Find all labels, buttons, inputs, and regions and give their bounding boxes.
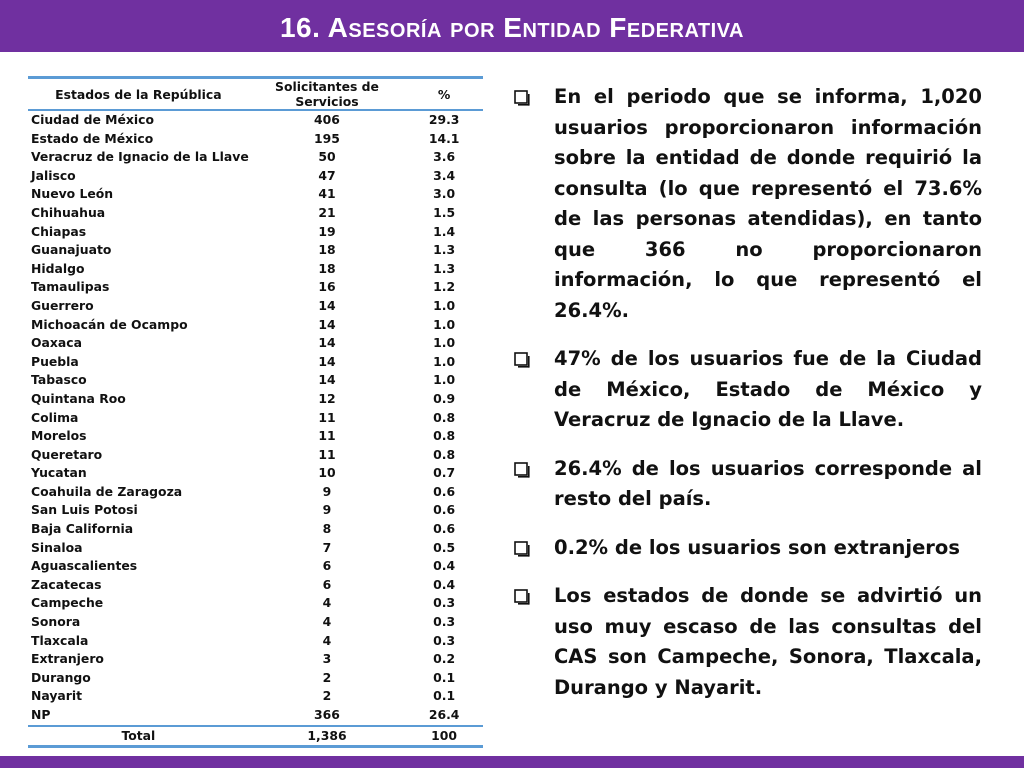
table-row [28, 371, 483, 390]
state-cell: Queretaro [31, 446, 103, 462]
state-cell: Hidalgo [31, 260, 85, 276]
table-row [28, 427, 483, 446]
bullet-item [512, 82, 982, 326]
state-cell: Quintana Roo [31, 390, 126, 406]
table-row [28, 409, 483, 428]
state-cell: Extranjero [31, 651, 104, 667]
percent-cell: 0.6 [433, 521, 456, 537]
table-row [28, 594, 483, 613]
percent-cell: 1.0 [433, 316, 456, 332]
bullet-item [512, 581, 982, 703]
percent-cell: 3.0 [433, 186, 456, 202]
table-row [28, 613, 483, 632]
state-cell: Chihuahua [31, 204, 106, 220]
count-cell: 9 [322, 502, 332, 518]
percent-cell: 0.1 [433, 688, 456, 704]
state-cell: Estado de México [31, 130, 154, 146]
table-row [28, 185, 483, 204]
checkbox-icon [514, 541, 530, 557]
state-cell: Tamaulipas [31, 279, 110, 295]
state-cell: Ciudad de México [31, 112, 154, 127]
state-cell: Veracruz de Ignacio de la Llave [31, 149, 249, 165]
bullet-text: 47% de los usuarios fue de la Ciudad de México, Estado de México y Veracruz de Ignacio de la Llave. [554, 347, 982, 431]
table-row [28, 130, 483, 149]
state-cell: Colima [31, 409, 79, 425]
percent-cell: 1.3 [433, 260, 456, 276]
percent-cell: 0.7 [433, 465, 456, 481]
state-cell: San Luis Potosi [31, 502, 138, 518]
table-row [28, 260, 483, 279]
percent-cell: 0.8 [433, 446, 456, 462]
percent-cell: 14.1 [428, 130, 460, 146]
percent-cell: 1.4 [433, 223, 456, 239]
count-cell: 2 [322, 669, 332, 685]
count-cell: 14 [318, 353, 336, 369]
count-cell: 6 [322, 576, 332, 592]
bullet-text: 0.2% de los usuarios son extranjeros [554, 535, 960, 559]
bottom-bar [0, 756, 1024, 768]
state-cell: Morelos [31, 428, 87, 444]
percent-cell: 0.9 [433, 390, 456, 406]
bullet-item [512, 344, 982, 436]
state-cell: NP [31, 707, 51, 722]
state-cell: Durango [31, 669, 91, 685]
checkbox-icon [514, 589, 530, 605]
count-cell: 18 [318, 260, 336, 276]
count-cell: 14 [318, 297, 336, 313]
count-cell: 7 [322, 539, 332, 555]
state-cell: Yucatan [31, 465, 87, 481]
table-body [28, 110, 483, 726]
count-cell: 10 [318, 465, 336, 481]
percent-cell: 0.4 [433, 558, 456, 574]
percent-cell: 0.1 [433, 669, 456, 685]
count-cell: 16 [318, 279, 336, 295]
percent-cell: 1.0 [433, 372, 456, 388]
table-row [28, 223, 483, 242]
percent-cell: 1.2 [433, 279, 456, 295]
state-cell: Guerrero [31, 297, 94, 313]
percent-cell: 0.8 [433, 428, 456, 444]
percent-cell: 1.3 [433, 242, 456, 258]
percent-cell: 0.3 [433, 614, 456, 630]
column-header-percent: % [405, 78, 483, 111]
count-cell: 14 [318, 335, 336, 351]
count-cell: 3 [322, 651, 332, 667]
column-header-requesters: Solicitantes de Servicios [249, 78, 405, 111]
table-total-row [28, 726, 483, 747]
bullet-text: En el periodo que se informa, 1,020 usuarios proporcionaron información sobre la entidad de donde requirió la consulta (lo que representó el 73.6% de las personas atendidas), en tanto que 366 no proporcionaron información, lo que representó el 26.4%. [554, 85, 982, 322]
state-cell: Sonora [31, 614, 81, 630]
state-cell: Nuevo León [31, 186, 114, 202]
page-title: 16. Asesoría por Entidad Federativa [279, 12, 744, 43]
count-cell: 11 [318, 446, 336, 462]
table-row [28, 576, 483, 595]
state-cell: Tlaxcala [31, 632, 89, 648]
percent-cell: 0.2 [433, 651, 456, 667]
state-cell: Michoacán de Ocampo [31, 316, 188, 332]
state-cell: Zacatecas [31, 576, 102, 592]
percent-cell: 0.4 [433, 576, 456, 592]
percent-cell: 1.0 [433, 297, 456, 313]
count-cell: 50 [318, 149, 336, 165]
count-cell: 8 [322, 521, 332, 537]
table-row [28, 669, 483, 688]
count-cell: 366 [314, 707, 340, 722]
checkbox-icon [514, 352, 530, 368]
count-cell: 18 [318, 242, 336, 258]
total-percent: 100 [405, 726, 483, 747]
column-header-state: Estados de la República [28, 78, 249, 111]
checkbox-icon [514, 462, 530, 478]
table-row [28, 539, 483, 558]
count-cell: 11 [318, 409, 336, 425]
count-cell: 9 [322, 483, 332, 499]
table-row [28, 167, 483, 186]
percent-cell: 0.6 [433, 502, 456, 518]
count-cell: 195 [314, 130, 340, 146]
percent-cell: 29.3 [428, 112, 460, 127]
table-row [28, 446, 483, 465]
count-cell: 21 [318, 204, 336, 220]
table-row [28, 390, 483, 409]
state-cell: Coahuila de Zaragoza [31, 483, 183, 499]
count-cell: 2 [322, 688, 332, 704]
bullet-item [512, 454, 982, 515]
bullet-item [512, 533, 982, 564]
percent-cell: 0.3 [433, 595, 456, 611]
table-row [28, 520, 483, 539]
percent-cell: 26.4 [428, 707, 460, 722]
table-row [28, 316, 483, 335]
bullet-text: Los estados de donde se advirtió un uso muy escaso de las consultas del CAS son Campeche, Sonora, Tlaxcala, Durango y Nayarit. [554, 584, 982, 699]
bullet-text: 26.4% de los usuarios corresponde al resto del país. [554, 456, 982, 510]
percent-cell: 0.5 [433, 539, 456, 555]
total-count: 1,386 [249, 726, 405, 747]
count-cell: 406 [314, 112, 340, 127]
count-cell: 14 [318, 372, 336, 388]
percent-cell: 1.0 [433, 353, 456, 369]
state-cell: Guanajuato [31, 242, 112, 258]
table-row [28, 204, 483, 223]
state-cell: Baja California [31, 521, 134, 537]
table-row [28, 650, 483, 669]
table-row [28, 632, 483, 651]
state-cell: Puebla [31, 353, 79, 369]
state-cell: Sinaloa [31, 539, 83, 555]
state-cell: Chiapas [31, 223, 87, 239]
table-row [28, 278, 483, 297]
percent-cell: 1.0 [433, 335, 456, 351]
table-row [28, 464, 483, 483]
percent-cell: 1.5 [433, 204, 456, 220]
state-cell: Jalisco [31, 167, 76, 183]
state-cell: Campeche [31, 595, 104, 611]
table-row [28, 334, 483, 353]
count-cell: 4 [322, 632, 332, 648]
state-cell: Oaxaca [31, 335, 82, 351]
table-header-row [28, 78, 483, 111]
table-row [28, 687, 483, 706]
table-row [28, 483, 483, 502]
count-cell: 41 [318, 186, 336, 202]
percent-cell: 3.6 [433, 149, 456, 165]
checkbox-icon [514, 90, 530, 106]
states-table-container [28, 76, 483, 748]
state-cell: Tabasco [31, 372, 87, 388]
table-row [28, 297, 483, 316]
count-cell: 47 [318, 167, 336, 183]
count-cell: 11 [318, 428, 336, 444]
states-table [28, 76, 483, 748]
state-cell: Nayarit [31, 688, 83, 704]
count-cell: 14 [318, 316, 336, 332]
count-cell: 4 [322, 614, 332, 630]
count-cell: 19 [318, 223, 336, 239]
state-cell: Aguascalientes [31, 558, 138, 574]
count-cell: 12 [318, 390, 336, 406]
percent-cell: 0.3 [433, 632, 456, 648]
percent-cell: 3.4 [433, 167, 456, 183]
percent-cell: 0.6 [433, 483, 456, 499]
table-row [28, 501, 483, 520]
table-row [28, 353, 483, 372]
bullet-list [512, 82, 982, 721]
table-row [28, 557, 483, 576]
table-row [28, 241, 483, 260]
table-row [28, 110, 483, 130]
percent-cell: 0.8 [433, 409, 456, 425]
total-label: Total [28, 726, 249, 747]
table-row [28, 148, 483, 167]
table-row [28, 706, 483, 726]
count-cell: 4 [322, 595, 332, 611]
count-cell: 6 [322, 558, 332, 574]
